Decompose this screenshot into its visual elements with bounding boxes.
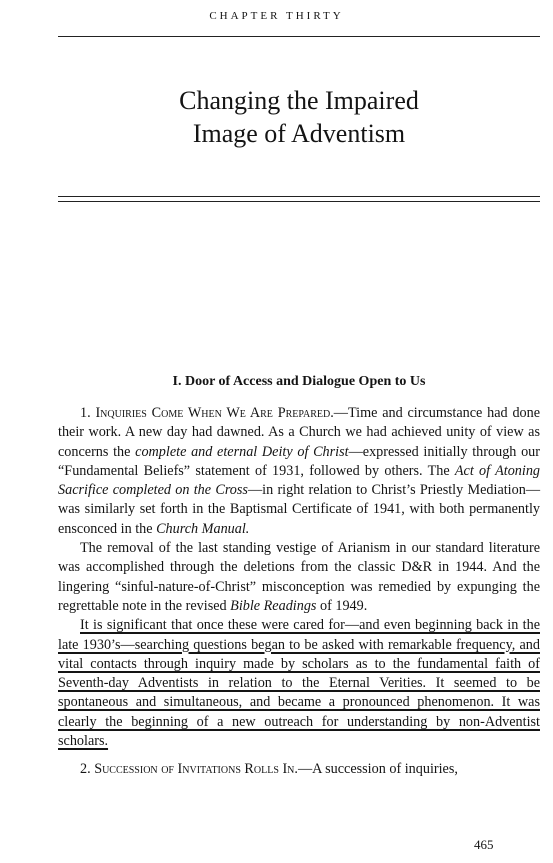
paragraph-1-text-b: —expressed initially through our “Fundamental Beliefs” statement of 1931, followed by others. The xyxy=(58,443,540,479)
paragraph-2-italic: Bible Readings xyxy=(230,597,317,614)
paragraph-1 xyxy=(58,404,540,539)
paragraph-1-italic-b: Act of Atoning Sacrifice completed on the Cross xyxy=(58,462,541,499)
paragraph-1-italic-a: complete and eternal Deity of Christ xyxy=(135,443,349,460)
page-number: 465 xyxy=(474,837,494,852)
paragraph-4-number: 2. xyxy=(80,761,91,778)
paragraph-3 xyxy=(58,616,540,751)
paragraph-1-text-c: —in right relation to Christ’s Priestly Mediation—was similarly set forth in the Baptismal Certificate of 1941, with both permanently ensconced in the xyxy=(58,482,541,537)
paragraph-4 xyxy=(58,760,540,779)
paragraph-4-heading: Succession of Invitations Rolls In. xyxy=(94,761,298,778)
paragraph-2 xyxy=(58,539,540,616)
chapter-title xyxy=(58,84,540,150)
chapter-title-line-1: Changing the Impaired xyxy=(179,86,419,115)
paragraph-1-italic-c: Church Manual. xyxy=(156,520,250,537)
paragraph-1-text-a: —Time and circumstance had done their work. A new day had dawned. As a Church we had achieved unity of view as concerns the xyxy=(58,405,541,460)
chapter-title-line-2: Image of Adventism xyxy=(192,119,406,148)
title-rule-upper xyxy=(58,196,540,197)
paragraph-2-text-a: The removal of the last standing vestige of Arianism in our standard literature was accomplished through the deletions from the classic D&R in 1944. And the lingering “sinful-nature-of-Christ” misconception was remedied by expunging the regrettable note in the revised xyxy=(58,540,540,614)
body-text xyxy=(58,404,540,780)
running-head: CHAPTER THIRTY xyxy=(209,10,344,22)
section-heading: I. Door of Access and Dialogue Open to Us xyxy=(172,374,426,389)
paragraph-1-number: 1. xyxy=(80,405,91,421)
paragraph-3-underlined-text: It is significant that once these were cared for—and even beginning back in the late 1930’s—searching questions began to be asked with remarkable frequency, and vital contacts through inquiry made by scholars as to the fundamental faith of Seventh-day Adventists in relation to the Eternal Verities. It seemed to be spontaneous and simultaneous, and became a pronounced phenomenon. It was clearly the beginning of a new outreach for understanding by non-Adventist scholars. xyxy=(58,617,540,750)
paragraph-4-text: —A succession of inquiries, xyxy=(297,761,458,778)
paragraph-1-heading: Inquiries Come When We Are Prepared. xyxy=(95,405,334,421)
title-rule-lower xyxy=(58,201,540,202)
top-rule xyxy=(58,36,540,37)
paragraph-2-text-b: of 1949. xyxy=(316,597,368,614)
